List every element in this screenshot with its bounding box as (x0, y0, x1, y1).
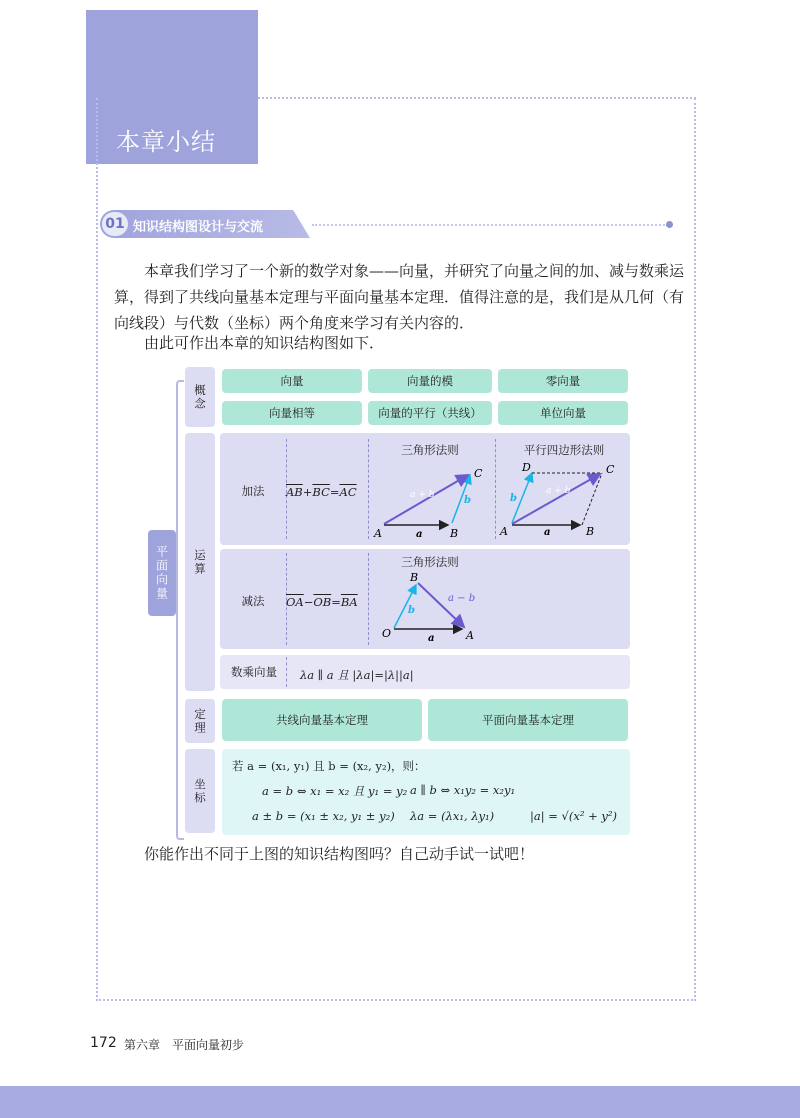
coordinate-label: 坐标 (185, 749, 215, 833)
section-title: 知识结构图设计与交流 (133, 220, 264, 235)
svg-text:C: C (606, 463, 615, 476)
addition-label: 加法 (241, 484, 265, 498)
bottom-decor-bar (0, 1086, 800, 1118)
scalar-divider (286, 657, 287, 687)
coordinate-scalar: λa = (λx₁, λy₁) (410, 809, 495, 823)
main-topic-label: 平面向量 (148, 530, 176, 616)
svg-text:a − b: a − b (448, 593, 476, 604)
coordinate-equality: a = b ⇔ x₁ = x₂ 且 y₁ = y₂ (262, 784, 408, 798)
svg-text:C: C (474, 467, 483, 480)
svg-text:a + b: a + b (410, 490, 435, 500)
svg-text:b: b (408, 605, 415, 616)
page-number: 172 (90, 1035, 117, 1051)
svg-text:B: B (450, 527, 459, 540)
concept-label: 概念 (185, 367, 215, 427)
addition-divider-2 (368, 439, 369, 539)
theorem-label: 定理 (185, 699, 215, 743)
svg-text:b: b (464, 495, 471, 506)
subtraction-label: 减法 (241, 594, 265, 608)
main-bracket (176, 380, 184, 840)
section-divider (312, 224, 668, 226)
svg-text:B: B (410, 571, 419, 584)
svg-text:O: O (382, 627, 392, 640)
knowledge-structure-diagram (140, 365, 635, 840)
coordinate-magnitude: |a| = √(x² + y²) (530, 809, 618, 823)
chapter-title: 本章小结 (116, 128, 216, 156)
concept-parallel-vectors: 向量的平行（共线） (368, 401, 492, 425)
svg-text:A: A (374, 527, 382, 540)
coordinate-parallel: a ∥ b ⇔ x₁y₂ = x₂y₁ (410, 783, 516, 797)
concept-equal-vectors: 向量相等 (222, 401, 362, 425)
addition-parallelogram-figure (496, 461, 630, 543)
footer-chapter-title: 平面向量初步 (172, 1038, 245, 1052)
coordinate-line-1: 若 a = (x₁, y₁) 且 b = (x₂, y₂)，则： (232, 759, 426, 773)
svg-text:A: A (500, 525, 508, 538)
concept-vector: 向量 (222, 369, 362, 393)
closing-question: 你能作出不同于上图的知识结构图吗？自己动手试一试吧！ (144, 845, 535, 863)
svg-text:B: B (586, 525, 595, 538)
svg-text:a: a (416, 529, 423, 540)
theorem-collinear: 共线向量基本定理 (222, 699, 422, 741)
svg-text:a: a (544, 527, 551, 538)
coordinate-sum: a ± b = (x₁ ± x₂, y₁ ± y₂) (252, 809, 395, 823)
intro-paragraph: 本章我们学习了一个新的数学对象——向量，并研究了向量之间的加、减与数乘运算，得到了共线向量基本定理与平面向量基本定理．值得注意的是，我们是从几何（有向线段）与代数（坐标）两个角度来学习有关内容的． (114, 262, 685, 332)
svg-text:b: b (510, 493, 517, 504)
subtraction-divider-2 (368, 553, 369, 645)
addition-triangle-figure (370, 461, 494, 543)
concept-magnitude: 向量的模 (368, 369, 492, 393)
section-divider-dot (666, 221, 673, 228)
concept-zero-vector: 零向量 (498, 369, 628, 393)
scalar-formula: λa ∥ a 且 |λa|=|λ||a| (300, 668, 414, 682)
svg-text:D: D (522, 461, 531, 474)
subtraction-triangle-rule-label: 三角形法则 (401, 555, 459, 569)
subtraction-formula: $\overline{OA}-\overline{OB}=\overline{BA}$ (286, 595, 358, 609)
addition-triangle-rule-label: 三角形法则 (401, 443, 459, 457)
diagram-intro-paragraph: 由此可作出本章的知识结构图如下． (144, 334, 385, 352)
svg-text:a + b: a + b (546, 486, 571, 496)
addition-formula: $\overline{AB}+\overline{BC}=\overline{AC}$ (286, 485, 357, 499)
theorem-plane-basic: 平面向量基本定理 (428, 699, 628, 741)
addition-parallelogram-rule-label: 平行四边形法则 (523, 443, 605, 457)
operation-label: 运算 (185, 433, 215, 691)
svg-text:a: a (428, 633, 435, 644)
concept-unit-vector: 单位向量 (498, 401, 628, 425)
svg-text:A: A (466, 629, 474, 642)
footer-chapter: 第六章 (124, 1038, 161, 1052)
section-number: 01 (102, 212, 128, 236)
scalar-label: 数乘向量 (231, 665, 277, 679)
subtraction-triangle-figure (376, 571, 496, 649)
